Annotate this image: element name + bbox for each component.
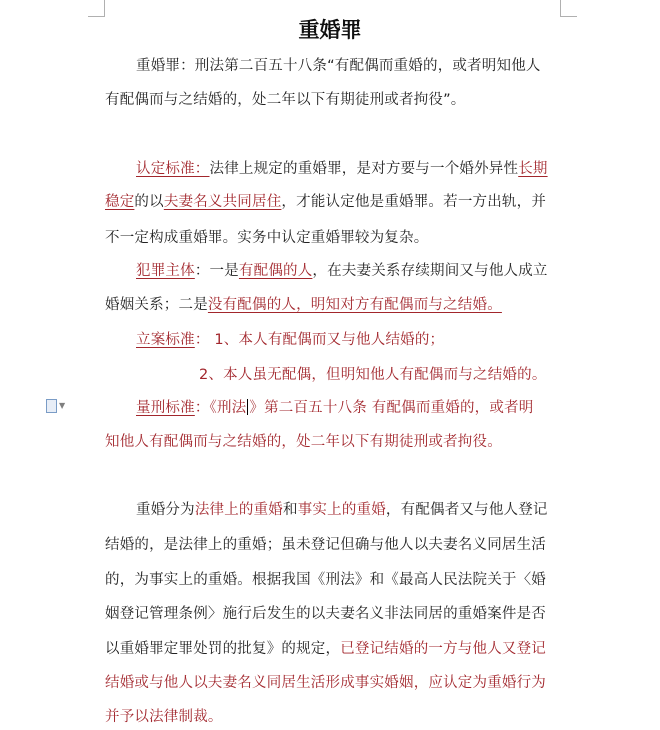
document-margin-icon[interactable] — [46, 399, 68, 413]
p2-line-1: 认定标准：法律上规定的重婚罪，是对方要与一个婚外异性长期 — [136, 161, 548, 177]
p5-label: 量刑标准 — [136, 400, 195, 416]
p6-line-5: 以重婚罪定罪处罚的批复》的规定，已登记结婚的一方与他人又登记 — [105, 641, 547, 657]
p3-line-1: 犯罪主体：一是有配偶的人，在夫妻关系存续期间又与他人成立 — [136, 263, 548, 279]
p2-line-2: 稳定的以夫妻名义共同居住，才能认定他是重婚罪。若一方出轨，并 — [105, 194, 547, 210]
p6-line-2: 结婚的，是法律上的重婚；虽未登记但确与他人以夫妻名义同居生活 — [105, 537, 546, 553]
p2-label: 认定标准： — [136, 161, 210, 177]
p5-line-2: 知他人有配偶而与之结婚的，处二年以下有期徒刑或者拘役。 — [105, 434, 502, 450]
p2-line-3: 不一定构成重婚罪。实务中认定重婚罪较为复杂。 — [105, 230, 429, 246]
p6-line-1: 重婚分为法律上的重婚和事实上的重婚，有配偶者又与他人登记 — [136, 502, 548, 518]
p4-line-2: 2、本人虽无配偶，但明知他人有配偶而与之结婚的。 — [199, 367, 547, 383]
p6-line-4: 姻登记管理条例〉施行后发生的以夫妻名义非法同居的重婚案件是否 — [105, 606, 546, 622]
p6-line-6: 结婚或与他人以夫妻名义同居生活形成事实婚姻，应认定为重婚行为 — [105, 675, 546, 691]
p4-label: 立案标准 — [136, 332, 195, 348]
p6-line-3: 的，为事实上的重婚。根据我国《刑法》和《最高人民法院关于〈婚 — [105, 572, 546, 588]
p4-line-1: 立案标准： 1、本人有配偶而又与他人结婚的； — [136, 332, 445, 348]
p3-label: 犯罪主体 — [136, 263, 195, 279]
p3-line-2: 婚姻关系；二是没有配偶的人，明知对方有配偶而与之结婚。 — [105, 297, 502, 313]
p6-line-7: 并予以法律制裁。 — [105, 709, 223, 725]
p5-line-1: 量刑标准：《刑法 》第二百五十八条 有配偶而重婚的，或者明 — [136, 400, 534, 416]
p1-line-1: 重婚罪：刑法第二百五十八条“有配偶而重婚的，或者明知他人 — [136, 58, 541, 74]
chevron-down-icon: ▼ — [59, 401, 66, 410]
document-title: 重婚罪 — [298, 17, 362, 42]
p1-line-2: 有配偶而与之结婚的，处二年以下有期徒刑或者拘役”。 — [105, 92, 466, 108]
page-icon — [46, 399, 57, 413]
